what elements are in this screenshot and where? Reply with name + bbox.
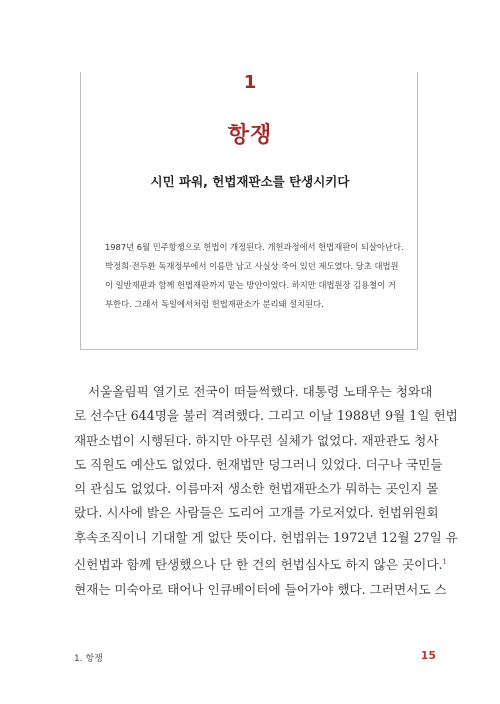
summary-line: 박정희·전두환 독재정부에서 이름만 남고 사실상 죽어 있던 제도였다. 당초 대법원 [105, 261, 399, 271]
running-head: 1. 항쟁 [74, 654, 103, 664]
body-line: 현재는 미숙아로 태어나 인큐베이터에 들어가야 했다. 그러면서도 스 [74, 581, 447, 597]
chapter-title: 항쟁 [227, 122, 273, 148]
body-line: 로 선수단 644명을 불러 격려했다. 그리고 이날 1988년 9월 1일 헌법 [74, 408, 458, 424]
summary-line: 1987년 6월 민주항쟁으로 헌법이 개정된다. 개헌과정에서 헌법재판이 되살아난다. [105, 242, 404, 252]
body-paragraph [74, 380, 458, 602]
chapter-number: 1 [243, 72, 257, 93]
summary-line: 이 일반재판과 함께 헌법재판까지 맡는 방안이었다. 하지만 대법원장 김용철이 거 [105, 280, 396, 290]
body-line: 도 직원도 예산도 없었다. 헌재법만 덩그러니 있었다. 더구나 국민들 [74, 456, 443, 472]
body-line-with-footnote [74, 550, 447, 577]
page-number: 15 [420, 649, 436, 662]
body-line: 서울올림픽 열기로 전국이 떠들썩했다. 대통령 노태우는 청와대 [88, 384, 433, 399]
body-line-text: 신헌법과 함께 탄생했으나 단 한 건의 헌법심사도 하지 않은 곳이다. [74, 557, 443, 573]
body-line: 재판소법이 시행된다. 하지만 아무런 실체가 없었다. 재판관도 청사 [74, 432, 439, 448]
chapter-summary [105, 238, 404, 314]
body-line: 후속조직이니 기대할 게 없단 뜻이다. 헌법위는 1972년 12월 27일 유 [74, 529, 458, 545]
body-line: 의 관심도 없었다. 이름마저 생소한 헌법재판소가 뭐하는 곳인지 몰 [74, 481, 439, 497]
chapter-subtitle: 시민 파워, 헌법재판소를 탄생시키다 [150, 174, 350, 189]
body-line: 랐다. 시사에 밝은 사람들은 도리어 고개를 가로저었다. 헌법위원회 [74, 505, 439, 521]
footnote-marker[interactable]: 1 [442, 558, 447, 567]
summary-line: 부한다. 그래서 독일에서처럼 헌법재판소가 분리돼 설치된다. [105, 299, 324, 309]
